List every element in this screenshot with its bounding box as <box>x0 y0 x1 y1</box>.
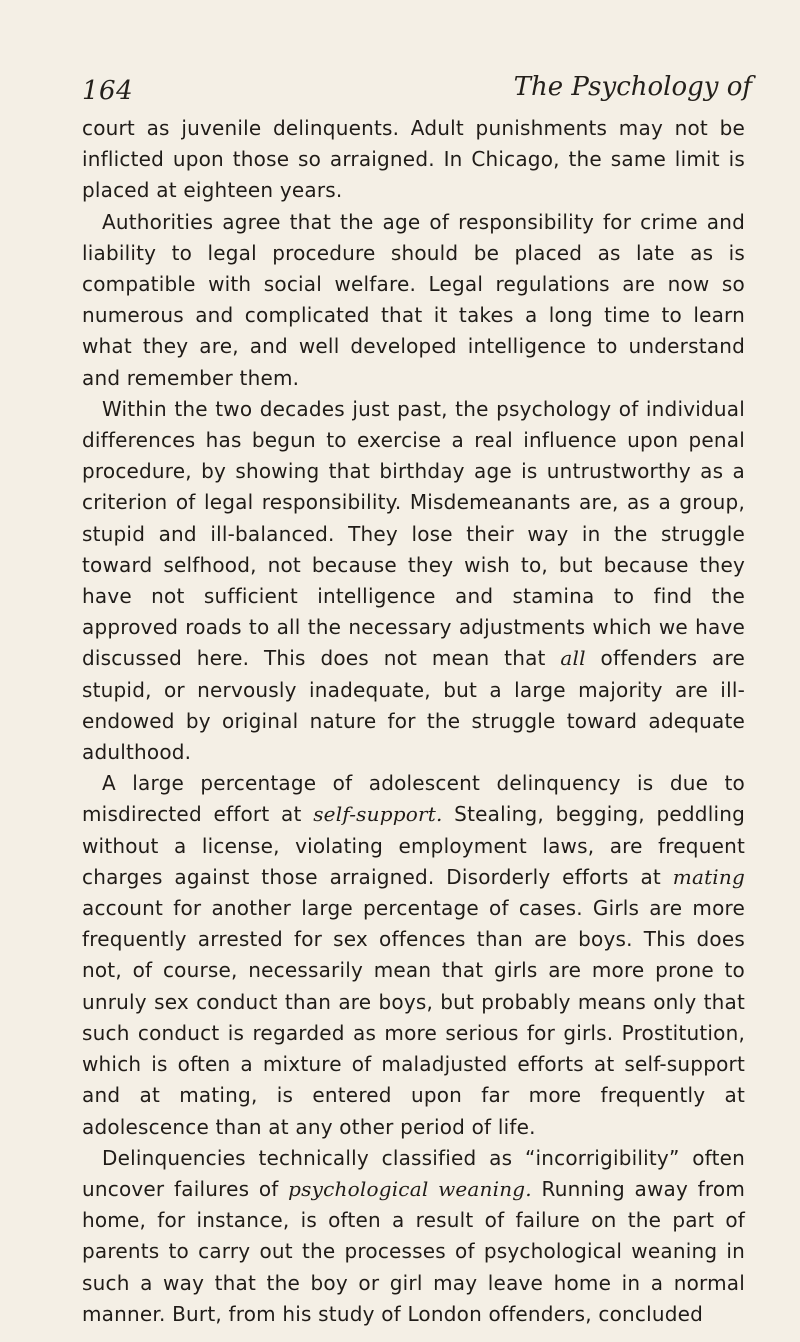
paragraph-responsibility <box>82 207 745 394</box>
paragraph-incorrigibility <box>82 1143 745 1330</box>
paragraph-text: Running away from home, for instance, is often a result of failure on the part of parents to carry out the processes of psychological weaning in such a way that the boy or girl may leave home in a normal manner. Burt, from his study of London offenders, concluded <box>82 1176 746 1326</box>
paragraph-individual-differences <box>82 394 745 768</box>
paragraph-text: offenders are stupid, or nervously inadequate, but a large majority are ill-endowed by original nature for the struggle toward adequate adulthood. <box>82 646 745 765</box>
emphasis-all: all <box>560 646 586 671</box>
page-number: 164 <box>82 76 134 106</box>
paragraph-continued <box>82 113 745 207</box>
emphasis-mating: mating <box>672 864 745 889</box>
paragraph-text: Authorities agree that the age of responsibility for crime and liability to legal procedure should be placed as late as is compatible with social welfare. Legal regulations are now so numerous and complicated that it takes a long time to learn what they are, and well developed intelligence to understand and remember them. <box>82 209 745 390</box>
paragraph-text: A large percentage of adolescent delinquency is due to misdirected effort at <box>82 771 745 827</box>
paragraph-text: Within the two decades just past, the psychology of individual differences has begun to exercise a real influence upon penal procedure, by showing that birthday age is untrustworthy as a criterion of legal responsibility. Misdemeanants are, as a group, stupid and ill-balanced. They lose their way in the struggle toward selfhood, not because they wish to, but because they have not sufficient intelligence and stamina to find the approved roads to all the necessary adjustments which we have discussed here. This does not mean that <box>82 396 745 671</box>
paragraph-self-support <box>82 768 745 1142</box>
emphasis-self-support: self-support. <box>313 802 443 827</box>
paragraph-text: account for another large percentage of cases. Girls are more frequently arrested for sex offences than are boys. This does not, of course, necessarily mean that girls are more prone to unruly sex conduct than are boys, but probably means only that such conduct is regarded as more serious for girls. Prostitution, which is often a mixture of maladjusted efforts at self-support and at mating, is entered upon far more frequently at adolescence than at any other period of life. <box>82 896 745 1139</box>
running-head: The Psychology of <box>513 72 752 102</box>
paragraph-text: Stealing, begging, peddling without a license, violating employment laws, are frequent charges against those arraigned. Disorderly efforts at <box>82 802 745 889</box>
page-header <box>82 72 752 112</box>
emphasis-psychological-weaning: psychological weaning. <box>288 1176 532 1201</box>
paragraph-text: Delinquencies technically classified as “incorrigibility” often uncover failures of <box>82 1145 745 1201</box>
paragraph-text: court as juvenile delinquents. Adult punishments may not be inflicted upon those so arraigned. In Chicago, the same limit is placed at eighteen years. <box>82 116 745 203</box>
body-text <box>82 113 745 1330</box>
